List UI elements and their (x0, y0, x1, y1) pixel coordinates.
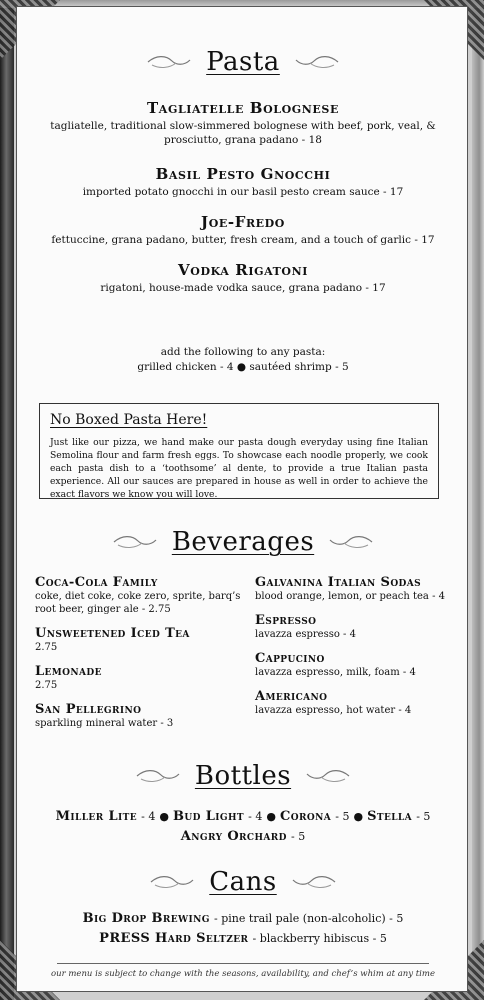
pasta-item (37, 99, 449, 147)
flourish-right-icon (328, 533, 374, 551)
beverage-desc: blood orange, lemon, or peach tea - 4 (255, 591, 445, 602)
bottles-section-title: Bottles (194, 761, 292, 791)
pasta-item-name: Tagliatelle Bolognese (147, 99, 339, 117)
pasta-item-name: Vodka Rigatoni (178, 261, 308, 279)
beverages-left-column (35, 575, 245, 740)
footer-divider (57, 963, 429, 964)
bottle-name: Miller Lite (55, 809, 138, 824)
can-item (25, 929, 461, 949)
pasta-item (37, 213, 449, 247)
beverages-right-column (255, 575, 465, 727)
beverage-desc: sparkling mineral water - 3 (35, 718, 174, 729)
beverage-name: Unsweetened Iced Tea (35, 626, 190, 641)
bottle-price: - 4 (141, 810, 156, 823)
beverages-section-title: Beverages (171, 527, 315, 557)
beverage-desc: lavazza espresso - 4 (255, 629, 356, 640)
pasta-item-name: Joe-Fredo (201, 213, 285, 231)
menu-holder-left-edge (0, 0, 14, 1000)
bottle-name: Stella (367, 809, 413, 824)
can-desc: - blackberry hibiscus - 5 (252, 932, 387, 945)
beverage-desc: lavazza espresso, milk, foam - 4 (255, 667, 416, 678)
can-name: PRESS Hard Seltzer (99, 931, 249, 946)
bottle-name: Angry Orchard (180, 829, 287, 844)
pasta-item (37, 261, 449, 295)
beverage-item (255, 575, 465, 603)
can-name: Big Drop Brewing (82, 911, 210, 926)
pasta-item-desc: rigatoni, house-made vodka sauce, grana padano - 17 (100, 282, 386, 294)
beverage-item (255, 651, 465, 679)
beverage-item (255, 613, 465, 641)
notice-body: Just like our pizza, we hand make our pasta dough everyday using fine Italian Semolina flour and farm fresh eggs. To showcase each noodle properly, we cook each pasta dish to a ‘toothsome’ al dente, to provide a true Italian pasta experience. All our sauces are prepared in house as well in order to achieve the exact flavors we know you will love. (50, 437, 428, 500)
bullet-separator-icon: ● (266, 810, 276, 823)
flourish-left-icon (135, 767, 181, 785)
bottle-price: - 5 (291, 830, 306, 843)
menu-page (16, 6, 468, 992)
bullet-separator-icon: ● (159, 810, 169, 823)
beverage-name: Espresso (255, 613, 317, 628)
bottle-item (181, 829, 305, 844)
beverage-desc: lavazza espresso, hot water - 4 (255, 705, 412, 716)
pasta-addons (37, 345, 449, 375)
bottle-price: - 4 (248, 810, 263, 823)
beverage-item (35, 664, 245, 692)
beverage-name: Americano (255, 689, 328, 704)
flourish-left-icon (112, 533, 158, 551)
beverage-item (35, 702, 245, 730)
bottle-name: Corona (279, 809, 332, 824)
bottle-price: - 5 (335, 810, 350, 823)
beverage-name: Coca-Cola Family (35, 575, 158, 590)
beverage-desc: coke, diet coke, coke zero, sprite, barq’s root beer, ginger ale - 2.75 (35, 591, 241, 615)
beverage-name: Cappucino (255, 651, 325, 666)
beverage-name: San Pellegrino (35, 702, 142, 717)
pasta-item-desc: fettuccine, grana padano, butter, fresh cream, and a touch of garlic - 17 (51, 234, 435, 246)
addon-items: grilled chicken - 4 ● sautéed shrimp - 5 (137, 361, 349, 373)
pasta-item-name: Basil Pesto Gnocchi (155, 165, 331, 183)
bottle-name: Bud Light (172, 809, 244, 824)
bottle-item (56, 809, 156, 824)
bottles-header (17, 761, 469, 791)
bottle-item (173, 809, 262, 824)
flourish-right-icon (291, 873, 337, 891)
pasta-item (37, 165, 449, 199)
beverage-name: Lemonade (35, 664, 102, 679)
pasta-section-title: Pasta (206, 47, 280, 77)
beverage-desc: 2.75 (35, 642, 58, 653)
notice-title: No Boxed Pasta Here! (50, 412, 208, 428)
flourish-right-icon (305, 767, 351, 785)
bottle-item (280, 809, 349, 824)
beverage-name: Galvanina Italian Sodas (255, 575, 422, 590)
beverages-header (17, 527, 469, 557)
cans-section-title: Cans (209, 867, 277, 897)
can-item (25, 909, 461, 929)
bottle-item (367, 809, 430, 824)
bottles-list (25, 807, 461, 847)
no-boxed-pasta-notice (39, 403, 439, 499)
addon-intro: add the following to any pasta: (160, 346, 326, 358)
flourish-left-icon (146, 53, 192, 71)
menu-holder-right-edge (472, 0, 484, 1000)
pasta-item-desc: imported potato gnocchi in our basil pesto cream sauce - 17 (82, 186, 404, 198)
beverage-desc: 2.75 (35, 680, 58, 691)
bullet-separator-icon: ● (353, 810, 364, 823)
can-desc: - pine trail pale (non-alcoholic) - 5 (214, 912, 404, 925)
flourish-right-icon (294, 53, 340, 71)
cans-list (25, 909, 461, 949)
pasta-item-desc: tagliatelle, traditional slow-simmered bolognese with beef, pork, veal, & prosciutto, grana padano - 18 (50, 120, 436, 146)
bottle-price: - 5 (416, 810, 431, 823)
beverage-item (35, 575, 245, 616)
footer-note: our menu is subject to change with the seasons, availability, and chef’s whim at any time (51, 969, 435, 979)
flourish-left-icon (149, 873, 195, 891)
cans-header (17, 867, 469, 897)
beverage-item (255, 689, 465, 717)
beverage-item (35, 626, 245, 654)
pasta-header (17, 47, 469, 77)
